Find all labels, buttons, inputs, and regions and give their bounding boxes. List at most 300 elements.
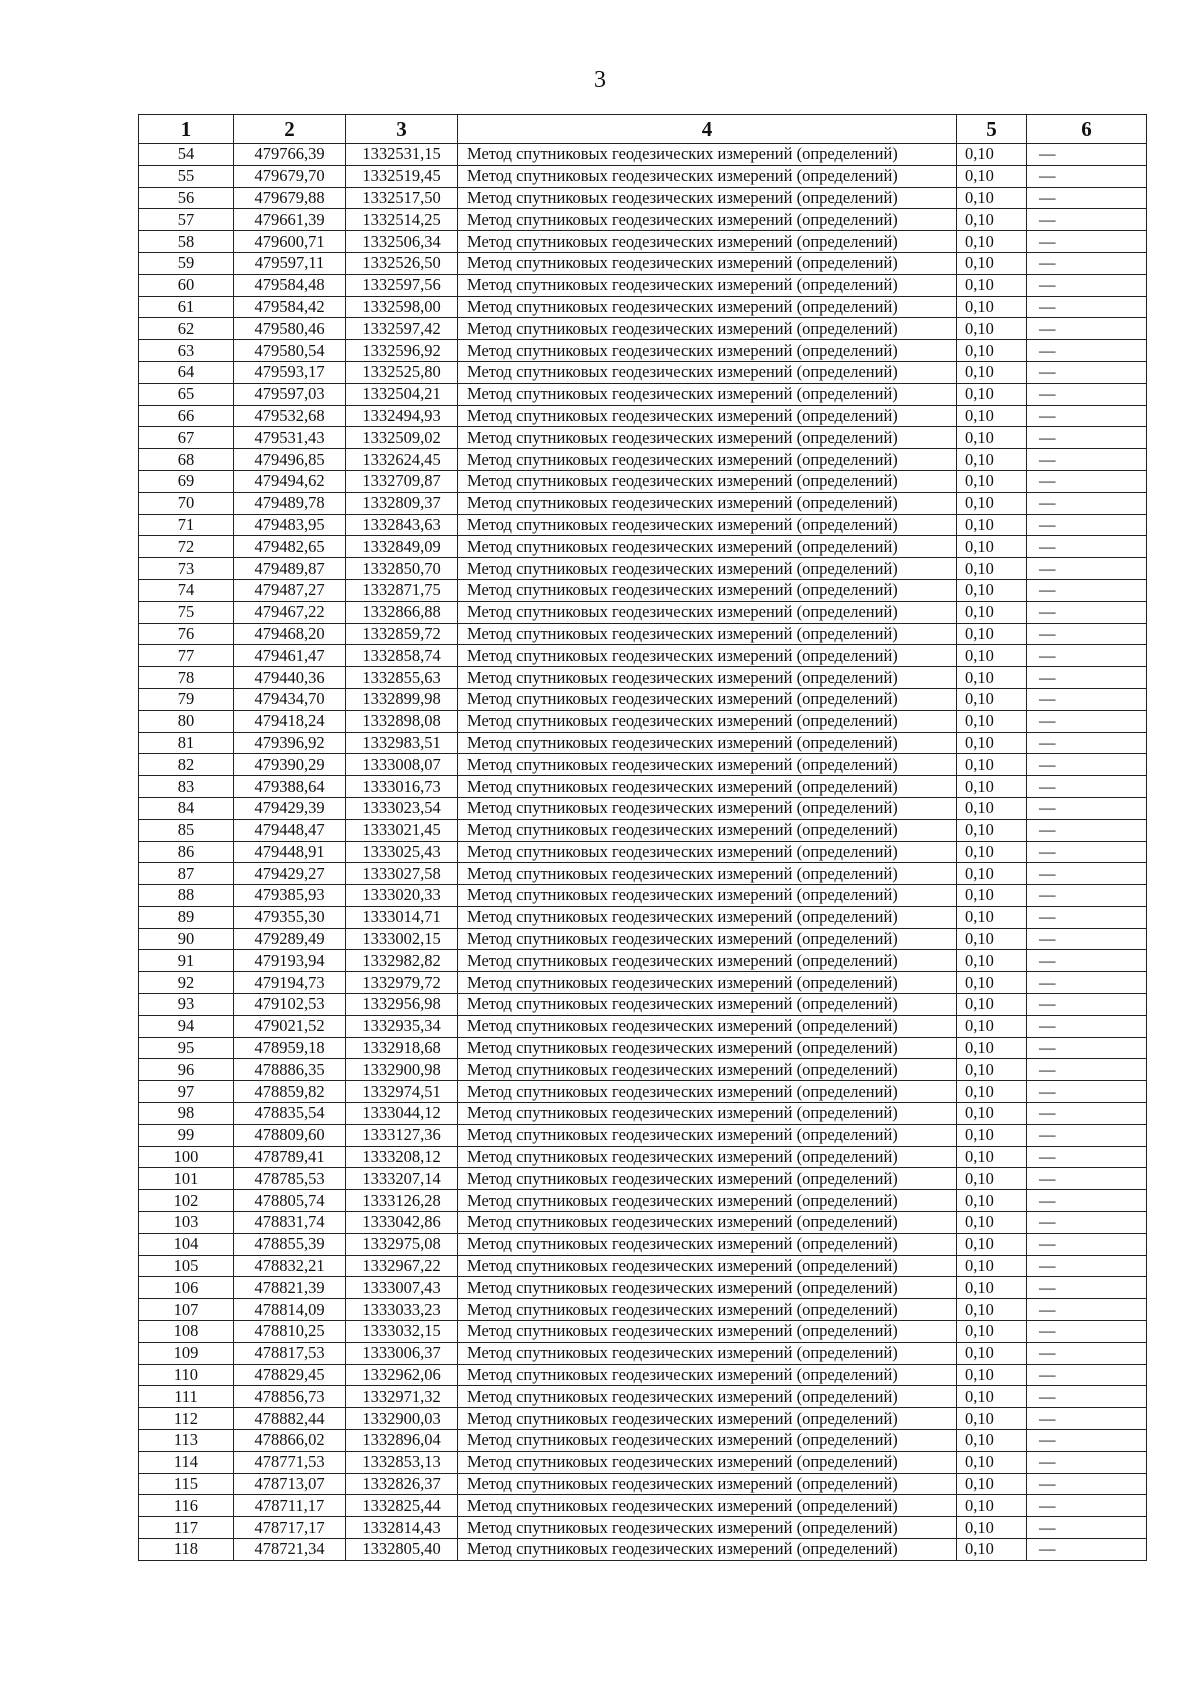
method-cell: Метод спутниковых геодезических измерений (определений) (458, 994, 957, 1016)
table-row (139, 972, 1147, 994)
x-coordinate-cell: 479661,39 (234, 209, 346, 231)
method-cell: Метод спутниковых геодезических измерений (определений) (458, 361, 957, 383)
table-row (139, 340, 1147, 362)
note-cell: — (1027, 885, 1147, 907)
y-coordinate-cell: 1332853,13 (346, 1451, 458, 1473)
accuracy-cell: 0,10 (957, 841, 1027, 863)
point-number-cell: 84 (139, 797, 234, 819)
y-coordinate-cell: 1332519,45 (346, 165, 458, 187)
table-row (139, 732, 1147, 754)
note-cell: — (1027, 579, 1147, 601)
point-number-cell: 89 (139, 906, 234, 928)
x-coordinate-cell: 479434,70 (234, 688, 346, 710)
point-number-cell: 117 (139, 1517, 234, 1539)
note-cell: — (1027, 841, 1147, 863)
table-row (139, 1255, 1147, 1277)
point-number-cell: 96 (139, 1059, 234, 1081)
point-number-cell: 77 (139, 645, 234, 667)
table-row (139, 427, 1147, 449)
x-coordinate-cell: 479584,42 (234, 296, 346, 318)
note-cell: — (1027, 710, 1147, 732)
column-header: 5 (957, 115, 1027, 144)
table-row (139, 165, 1147, 187)
point-number-cell: 74 (139, 579, 234, 601)
point-number-cell: 61 (139, 296, 234, 318)
x-coordinate-cell: 479600,71 (234, 231, 346, 253)
point-number-cell: 113 (139, 1430, 234, 1452)
accuracy-cell: 0,10 (957, 144, 1027, 166)
method-cell: Метод спутниковых геодезических измерений (определений) (458, 470, 957, 492)
note-cell: — (1027, 667, 1147, 689)
point-number-cell: 103 (139, 1212, 234, 1234)
x-coordinate-cell: 478855,39 (234, 1233, 346, 1255)
x-coordinate-cell: 479388,64 (234, 776, 346, 798)
y-coordinate-cell: 1332866,88 (346, 601, 458, 623)
note-cell: — (1027, 645, 1147, 667)
method-cell: Метод спутниковых геодезических измерений (определений) (458, 1299, 957, 1321)
method-cell: Метод спутниковых геодезических измерений (определений) (458, 776, 957, 798)
y-coordinate-cell: 1332974,51 (346, 1081, 458, 1103)
y-coordinate-cell: 1332855,63 (346, 667, 458, 689)
table-row (139, 906, 1147, 928)
y-coordinate-cell: 1332525,80 (346, 361, 458, 383)
x-coordinate-cell: 478711,17 (234, 1495, 346, 1517)
x-coordinate-cell: 479580,54 (234, 340, 346, 362)
note-cell: — (1027, 1103, 1147, 1125)
x-coordinate-cell: 479468,20 (234, 623, 346, 645)
method-cell: Метод спутниковых геодезических измерений (определений) (458, 688, 957, 710)
method-cell: Метод спутниковых геодезических измерений (определений) (458, 187, 957, 209)
point-number-cell: 59 (139, 252, 234, 274)
y-coordinate-cell: 1332597,42 (346, 318, 458, 340)
table-row (139, 492, 1147, 514)
point-number-cell: 109 (139, 1342, 234, 1364)
x-coordinate-cell: 479679,88 (234, 187, 346, 209)
accuracy-cell: 0,10 (957, 558, 1027, 580)
y-coordinate-cell: 1333007,43 (346, 1277, 458, 1299)
accuracy-cell: 0,10 (957, 1081, 1027, 1103)
table-row (139, 1081, 1147, 1103)
method-cell: Метод спутниковых геодезических измерений (определений) (458, 601, 957, 623)
point-number-cell: 93 (139, 994, 234, 1016)
x-coordinate-cell: 479289,49 (234, 928, 346, 950)
y-coordinate-cell: 1332517,50 (346, 187, 458, 209)
accuracy-cell: 0,10 (957, 318, 1027, 340)
table-row (139, 209, 1147, 231)
method-cell: Метод спутниковых геодезических измерений (определений) (458, 1168, 957, 1190)
method-cell: Метод спутниковых геодезических измерений (определений) (458, 1124, 957, 1146)
method-cell: Метод спутниковых геодезических измерений (определений) (458, 209, 957, 231)
x-coordinate-cell: 479429,27 (234, 863, 346, 885)
accuracy-cell: 0,10 (957, 165, 1027, 187)
accuracy-cell: 0,10 (957, 405, 1027, 427)
method-cell: Метод спутниковых геодезических измерений (определений) (458, 667, 957, 689)
point-number-cell: 66 (139, 405, 234, 427)
accuracy-cell: 0,10 (957, 1342, 1027, 1364)
table-row (139, 383, 1147, 405)
method-cell: Метод спутниковых геодезических измерений (определений) (458, 1451, 957, 1473)
y-coordinate-cell: 1333126,28 (346, 1190, 458, 1212)
note-cell: — (1027, 1408, 1147, 1430)
note-cell: — (1027, 449, 1147, 471)
coordinates-table (138, 114, 1147, 1561)
point-number-cell: 101 (139, 1168, 234, 1190)
accuracy-cell: 0,10 (957, 1386, 1027, 1408)
point-number-cell: 56 (139, 187, 234, 209)
accuracy-cell: 0,10 (957, 427, 1027, 449)
method-cell: Метод спутниковых геодезических измерений (определений) (458, 906, 957, 928)
point-number-cell: 63 (139, 340, 234, 362)
accuracy-cell: 0,10 (957, 1255, 1027, 1277)
x-coordinate-cell: 479194,73 (234, 972, 346, 994)
y-coordinate-cell: 1333021,45 (346, 819, 458, 841)
method-cell: Метод спутниковых геодезических измерений (определений) (458, 274, 957, 296)
y-coordinate-cell: 1332900,03 (346, 1408, 458, 1430)
method-cell: Метод спутниковых геодезических измерений (определений) (458, 1255, 957, 1277)
y-coordinate-cell: 1333127,36 (346, 1124, 458, 1146)
note-cell: — (1027, 427, 1147, 449)
y-coordinate-cell: 1332896,04 (346, 1430, 458, 1452)
table-row (139, 994, 1147, 1016)
x-coordinate-cell: 478810,25 (234, 1321, 346, 1343)
point-number-cell: 57 (139, 209, 234, 231)
note-cell: — (1027, 1059, 1147, 1081)
y-coordinate-cell: 1332979,72 (346, 972, 458, 994)
method-cell: Метод спутниковых геодезических измерений (определений) (458, 1146, 957, 1168)
accuracy-cell: 0,10 (957, 1321, 1027, 1343)
point-number-cell: 97 (139, 1081, 234, 1103)
method-cell: Метод спутниковых геодезических измерений (определений) (458, 928, 957, 950)
y-coordinate-cell: 1332509,02 (346, 427, 458, 449)
accuracy-cell: 0,10 (957, 470, 1027, 492)
note-cell: — (1027, 1495, 1147, 1517)
method-cell: Метод спутниковых геодезических измерений (определений) (458, 1037, 957, 1059)
point-number-cell: 91 (139, 950, 234, 972)
point-number-cell: 102 (139, 1190, 234, 1212)
accuracy-cell: 0,10 (957, 1495, 1027, 1517)
note-cell: — (1027, 863, 1147, 885)
note-cell: — (1027, 209, 1147, 231)
note-cell: — (1027, 187, 1147, 209)
x-coordinate-cell: 478835,54 (234, 1103, 346, 1125)
x-coordinate-cell: 479418,24 (234, 710, 346, 732)
table-row (139, 1321, 1147, 1343)
y-coordinate-cell: 1333002,15 (346, 928, 458, 950)
accuracy-cell: 0,10 (957, 863, 1027, 885)
x-coordinate-cell: 478886,35 (234, 1059, 346, 1081)
table-row (139, 1103, 1147, 1125)
table-row (139, 1299, 1147, 1321)
point-number-cell: 69 (139, 470, 234, 492)
y-coordinate-cell: 1332494,93 (346, 405, 458, 427)
x-coordinate-cell: 479396,92 (234, 732, 346, 754)
x-coordinate-cell: 479482,65 (234, 536, 346, 558)
method-cell: Метод спутниковых геодезических измерений (определений) (458, 1539, 957, 1561)
table-row (139, 1364, 1147, 1386)
y-coordinate-cell: 1333025,43 (346, 841, 458, 863)
note-cell: — (1027, 994, 1147, 1016)
table-row (139, 1408, 1147, 1430)
accuracy-cell: 0,10 (957, 732, 1027, 754)
x-coordinate-cell: 478817,53 (234, 1342, 346, 1364)
method-cell: Метод спутниковых геодезических измерений (определений) (458, 950, 957, 972)
table-row (139, 1277, 1147, 1299)
point-number-cell: 107 (139, 1299, 234, 1321)
accuracy-cell: 0,10 (957, 274, 1027, 296)
table-row (139, 361, 1147, 383)
table-row (139, 405, 1147, 427)
x-coordinate-cell: 478809,60 (234, 1124, 346, 1146)
accuracy-cell: 0,10 (957, 885, 1027, 907)
point-number-cell: 64 (139, 361, 234, 383)
table-row (139, 667, 1147, 689)
accuracy-cell: 0,10 (957, 972, 1027, 994)
method-cell: Метод спутниковых геодезических измерений (определений) (458, 623, 957, 645)
accuracy-cell: 0,10 (957, 361, 1027, 383)
y-coordinate-cell: 1332858,74 (346, 645, 458, 667)
table-row (139, 1015, 1147, 1037)
note-cell: — (1027, 318, 1147, 340)
table-row (139, 187, 1147, 209)
y-coordinate-cell: 1333014,71 (346, 906, 458, 928)
note-cell: — (1027, 928, 1147, 950)
method-cell: Метод спутниковых геодезических измерений (определений) (458, 754, 957, 776)
table-row (139, 1473, 1147, 1495)
y-coordinate-cell: 1332900,98 (346, 1059, 458, 1081)
note-cell: — (1027, 274, 1147, 296)
x-coordinate-cell: 478859,82 (234, 1081, 346, 1103)
accuracy-cell: 0,10 (957, 296, 1027, 318)
x-coordinate-cell: 478831,74 (234, 1212, 346, 1234)
note-cell: — (1027, 1321, 1147, 1343)
table-row (139, 449, 1147, 471)
table-row (139, 601, 1147, 623)
accuracy-cell: 0,10 (957, 231, 1027, 253)
x-coordinate-cell: 479597,03 (234, 383, 346, 405)
note-cell: — (1027, 405, 1147, 427)
note-cell: — (1027, 361, 1147, 383)
x-coordinate-cell: 479440,36 (234, 667, 346, 689)
point-number-cell: 71 (139, 514, 234, 536)
accuracy-cell: 0,10 (957, 187, 1027, 209)
point-number-cell: 104 (139, 1233, 234, 1255)
x-coordinate-cell: 479766,39 (234, 144, 346, 166)
y-coordinate-cell: 1333006,37 (346, 1342, 458, 1364)
note-cell: — (1027, 972, 1147, 994)
point-number-cell: 114 (139, 1451, 234, 1473)
table-row (139, 274, 1147, 296)
column-header: 1 (139, 115, 234, 144)
y-coordinate-cell: 1332898,08 (346, 710, 458, 732)
accuracy-cell: 0,10 (957, 754, 1027, 776)
method-cell: Метод спутниковых геодезических измерений (определений) (458, 732, 957, 754)
table-row (139, 688, 1147, 710)
x-coordinate-cell: 478814,09 (234, 1299, 346, 1321)
point-number-cell: 55 (139, 165, 234, 187)
note-cell: — (1027, 1517, 1147, 1539)
accuracy-cell: 0,10 (957, 209, 1027, 231)
y-coordinate-cell: 1332709,87 (346, 470, 458, 492)
table-row (139, 1168, 1147, 1190)
y-coordinate-cell: 1332514,25 (346, 209, 458, 231)
column-header: 2 (234, 115, 346, 144)
method-cell: Метод спутниковых геодезических измерений (определений) (458, 710, 957, 732)
y-coordinate-cell: 1332962,06 (346, 1364, 458, 1386)
x-coordinate-cell: 479496,85 (234, 449, 346, 471)
table-row (139, 841, 1147, 863)
y-coordinate-cell: 1332935,34 (346, 1015, 458, 1037)
x-coordinate-cell: 478717,17 (234, 1517, 346, 1539)
x-coordinate-cell: 478721,34 (234, 1539, 346, 1561)
table-row (139, 1212, 1147, 1234)
page-number: 3 (594, 67, 606, 93)
method-cell: Метод спутниковых геодезических измерений (определений) (458, 1473, 957, 1495)
y-coordinate-cell: 1332849,09 (346, 536, 458, 558)
point-number-cell: 83 (139, 776, 234, 798)
x-coordinate-cell: 479193,94 (234, 950, 346, 972)
table-row (139, 797, 1147, 819)
point-number-cell: 100 (139, 1146, 234, 1168)
y-coordinate-cell: 1332504,21 (346, 383, 458, 405)
x-coordinate-cell: 478832,21 (234, 1255, 346, 1277)
point-number-cell: 60 (139, 274, 234, 296)
accuracy-cell: 0,10 (957, 1103, 1027, 1125)
accuracy-cell: 0,10 (957, 1299, 1027, 1321)
y-coordinate-cell: 1332624,45 (346, 449, 458, 471)
accuracy-cell: 0,10 (957, 994, 1027, 1016)
table-row (139, 1190, 1147, 1212)
column-header: 6 (1027, 115, 1147, 144)
point-number-cell: 116 (139, 1495, 234, 1517)
header-row (139, 115, 1147, 144)
y-coordinate-cell: 1333008,07 (346, 754, 458, 776)
method-cell: Метод спутниковых геодезических измерений (определений) (458, 1015, 957, 1037)
accuracy-cell: 0,10 (957, 536, 1027, 558)
note-cell: — (1027, 536, 1147, 558)
point-number-cell: 106 (139, 1277, 234, 1299)
y-coordinate-cell: 1332805,40 (346, 1539, 458, 1561)
note-cell: — (1027, 558, 1147, 580)
method-cell: Метод спутниковых геодезических измерений (определений) (458, 863, 957, 885)
point-number-cell: 80 (139, 710, 234, 732)
x-coordinate-cell: 479429,39 (234, 797, 346, 819)
point-number-cell: 78 (139, 667, 234, 689)
accuracy-cell: 0,10 (957, 1408, 1027, 1430)
accuracy-cell: 0,10 (957, 601, 1027, 623)
note-cell: — (1027, 144, 1147, 166)
accuracy-cell: 0,10 (957, 252, 1027, 274)
point-number-cell: 65 (139, 383, 234, 405)
method-cell: Метод спутниковых геодезических измерений (определений) (458, 514, 957, 536)
y-coordinate-cell: 1332971,32 (346, 1386, 458, 1408)
table-row (139, 1430, 1147, 1452)
note-cell: — (1027, 492, 1147, 514)
x-coordinate-cell: 479487,27 (234, 579, 346, 601)
table-row (139, 754, 1147, 776)
method-cell: Метод спутниковых геодезических измерений (определений) (458, 340, 957, 362)
accuracy-cell: 0,10 (957, 383, 1027, 405)
x-coordinate-cell: 479489,87 (234, 558, 346, 580)
note-cell: — (1027, 1342, 1147, 1364)
method-cell: Метод спутниковых геодезических измерений (определений) (458, 1059, 957, 1081)
note-cell: — (1027, 732, 1147, 754)
method-cell: Метод спутниковых геодезических измерений (определений) (458, 1342, 957, 1364)
accuracy-cell: 0,10 (957, 1212, 1027, 1234)
point-number-cell: 82 (139, 754, 234, 776)
method-cell: Метод спутниковых геодезических измерений (определений) (458, 405, 957, 427)
point-number-cell: 62 (139, 318, 234, 340)
y-coordinate-cell: 1332531,15 (346, 144, 458, 166)
point-number-cell: 105 (139, 1255, 234, 1277)
accuracy-cell: 0,10 (957, 579, 1027, 601)
method-cell: Метод спутниковых геодезических измерений (определений) (458, 1364, 957, 1386)
table-row (139, 1386, 1147, 1408)
accuracy-cell: 0,10 (957, 1277, 1027, 1299)
method-cell: Метод спутниковых геодезических измерений (определений) (458, 1190, 957, 1212)
method-cell: Метод спутниковых геодезических измерений (определений) (458, 427, 957, 449)
note-cell: — (1027, 1233, 1147, 1255)
x-coordinate-cell: 478959,18 (234, 1037, 346, 1059)
table-row (139, 1451, 1147, 1473)
y-coordinate-cell: 1333032,15 (346, 1321, 458, 1343)
accuracy-cell: 0,10 (957, 928, 1027, 950)
y-coordinate-cell: 1332975,08 (346, 1233, 458, 1255)
method-cell: Метод спутниковых геодезических измерений (определений) (458, 318, 957, 340)
table-row (139, 776, 1147, 798)
method-cell: Метод спутниковых геодезических измерений (определений) (458, 1408, 957, 1430)
note-cell: — (1027, 1430, 1147, 1452)
accuracy-cell: 0,10 (957, 1233, 1027, 1255)
table-row (139, 710, 1147, 732)
point-number-cell: 98 (139, 1103, 234, 1125)
note-cell: — (1027, 1168, 1147, 1190)
x-coordinate-cell: 478785,53 (234, 1168, 346, 1190)
y-coordinate-cell: 1332982,82 (346, 950, 458, 972)
method-cell: Метод спутниковых геодезических измерений (определений) (458, 819, 957, 841)
method-cell: Метод спутниковых геодезических измерений (определений) (458, 1495, 957, 1517)
accuracy-cell: 0,10 (957, 1364, 1027, 1386)
x-coordinate-cell: 479580,46 (234, 318, 346, 340)
point-number-cell: 58 (139, 231, 234, 253)
note-cell: — (1027, 165, 1147, 187)
y-coordinate-cell: 1332825,44 (346, 1495, 458, 1517)
table-row (139, 1495, 1147, 1517)
accuracy-cell: 0,10 (957, 1037, 1027, 1059)
x-coordinate-cell: 479532,68 (234, 405, 346, 427)
point-number-cell: 110 (139, 1364, 234, 1386)
note-cell: — (1027, 470, 1147, 492)
note-cell: — (1027, 1190, 1147, 1212)
accuracy-cell: 0,10 (957, 667, 1027, 689)
x-coordinate-cell: 479355,30 (234, 906, 346, 928)
y-coordinate-cell: 1333027,58 (346, 863, 458, 885)
accuracy-cell: 0,10 (957, 1015, 1027, 1037)
y-coordinate-cell: 1333033,23 (346, 1299, 458, 1321)
note-cell: — (1027, 514, 1147, 536)
method-cell: Метод спутниковых геодезических измерений (определений) (458, 536, 957, 558)
method-cell: Метод спутниковых геодезических измерений (определений) (458, 645, 957, 667)
y-coordinate-cell: 1333042,86 (346, 1212, 458, 1234)
point-number-cell: 79 (139, 688, 234, 710)
y-coordinate-cell: 1332526,50 (346, 252, 458, 274)
y-coordinate-cell: 1332826,37 (346, 1473, 458, 1495)
y-coordinate-cell: 1333023,54 (346, 797, 458, 819)
point-number-cell: 68 (139, 449, 234, 471)
table-row (139, 1124, 1147, 1146)
column-header: 4 (458, 115, 957, 144)
method-cell: Метод спутниковых геодезических измерений (определений) (458, 144, 957, 166)
note-cell: — (1027, 1212, 1147, 1234)
